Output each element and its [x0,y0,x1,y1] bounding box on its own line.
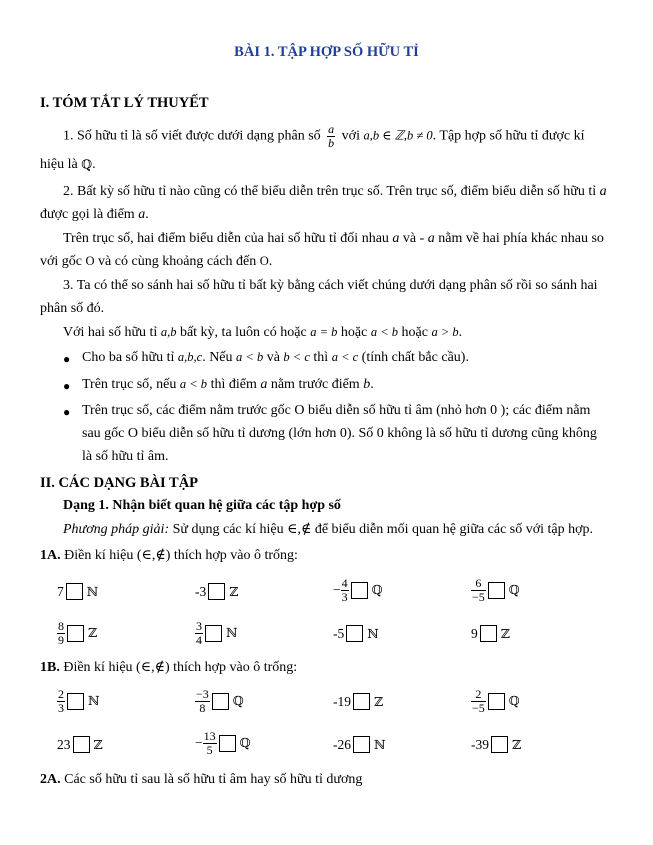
ex1b-item-1: $\frac{2}{3}$ ℕ [58,687,100,715]
answer-box[interactable] [488,693,505,710]
bullet-icon: ● [63,405,71,419]
bullet-icon: ● [63,352,71,366]
answer-box[interactable] [491,736,508,753]
ex1b-item-4: $\frac{2}{-5}$ ℚ [472,687,520,715]
answer-box[interactable] [73,736,90,753]
ex1b-item-2: $\frac{-3}{8}$ ℚ [196,687,244,715]
theory-p4-cont: phân số đó. [40,301,105,316]
answer-box[interactable] [67,693,84,710]
answer-box[interactable] [208,583,225,600]
answer-box[interactable] [67,625,84,642]
ex1b-item-7: -26 ℕ [333,736,386,752]
ex1a-item-6: $\frac{3}{4}$ ℕ [196,619,238,647]
answer-box[interactable] [205,625,222,642]
exercise-2a-prompt: 2A. Các số hữu tỉ sau là số hữu tỉ âm hay số hữu tỉ dương [40,772,363,787]
method-line: Phương pháp giải: Sử dụng các kí hiệu ∈,∉ để biểu diễn mối quan hệ giữa các số với tập hợp. [63,522,594,537]
answer-box[interactable] [66,583,83,600]
ex1a-item-3: − $\frac{4}{3}$ ℚ [333,576,383,604]
answer-box[interactable] [353,736,370,753]
answer-box[interactable] [480,625,497,642]
ex1a-item-4: $\frac{6}{-5}$ ℚ [472,576,520,604]
dang-1-heading: Dạng 1. Nhận biết quan hệ giữa các tập hợp số [63,498,341,513]
exercise-1a-prompt: 1A. Điền kí hiệu (∈,∉) thích hợp vào ô trống: [40,548,298,563]
bullet-1: Cho ba số hữu tỉ a,b,c. Nếu a < b và b < c thì a < c (tính chất bắc cầu). [82,350,469,365]
theory-p1-cont: hiệu là ℚ. [40,157,96,172]
theory-p1: 1. Số hữu tỉ là số viết được dưới dạng phân số $\frac{a}{b}$ với a,b ∈ ℤ,b ≠ 0. Tập hợp số hữu tỉ được kí [63,122,585,150]
theory-p3: Trên trục số, hai điểm biểu diễn của hai số hữu tỉ đối nhau a và - a nằm về hai phía khác nhau so [63,231,604,246]
answer-box[interactable] [346,625,363,642]
section-2-heading: II. CÁC DẠNG BÀI TẬP [40,475,199,491]
bullet-2: Trên trục số, nếu a < b thì điểm a nằm trước điểm b. [82,377,374,392]
ex1a-item-8: 9 ℤ [471,625,510,641]
ex1a-item-2: -3 ℤ [195,583,239,599]
bullet-icon: ● [63,379,71,393]
ex1b-item-6: − $\frac{13}{5}$ ℚ [195,729,251,757]
theory-p2-cont: được gọi là điểm a. [40,207,149,222]
ex1a-item-7: -5 ℕ [333,625,379,641]
answer-box[interactable] [219,735,236,752]
theory-p5: Với hai số hữu tỉ a,b bất kỳ, ta luôn có hoặc a = b hoặc a < b hoặc a > b. [63,325,463,340]
ex1b-item-8: -39 ℤ [471,736,522,752]
bullet-3-line3: là số hữu tỉ âm. [82,449,169,464]
bullet-3-line1: Trên trục số, các điểm nằm trước gốc O biểu diễn số hữu tỉ âm (nhỏ hơn 0 ); các điểm nằm [82,403,591,418]
theory-p4: 3. Ta có thể so sánh hai số hữu tỉ bất kỳ bằng cách viết chúng dưới dạng phân số rồi so sánh hai [63,278,598,293]
ex1a-item-5: $\frac{8}{9}$ ℤ [58,619,98,647]
answer-box[interactable] [353,693,370,710]
answer-box[interactable] [488,582,505,599]
section-1-heading: I. TÓM TẮT LÝ THUYẾT [40,95,209,111]
ex1a-item-1: 7 ℕ [57,583,99,599]
bullet-3-line2: sau gốc O biểu diễn số hữu tỉ dương (lớn hơn 0). Số 0 không là số hữu tỉ dương cũng không [82,426,597,441]
ex1b-item-3: -19 ℤ [333,693,384,709]
fraction-a-over-b: $\frac{a}{b}$ [328,122,335,150]
answer-box[interactable] [212,693,229,710]
exercise-1b-prompt: 1B. Điền kí hiệu (∈,∉) thích hợp vào ô trống: [40,660,298,675]
ex1b-item-5: 23 ℤ [57,736,103,752]
theory-p2: 2. Bất kỳ số hữu tỉ nào cũng có thể biểu diễn trên trục số. Trên trục số, điểm biểu diễn số hữu tỉ a [63,184,607,199]
answer-box[interactable] [351,582,368,599]
page-title: BÀI 1. TẬP HỢP SỐ HỮU TỈ [234,44,419,60]
theory-p3-cont: với gốc O và có cùng khoảng cách đến O. [40,254,273,269]
